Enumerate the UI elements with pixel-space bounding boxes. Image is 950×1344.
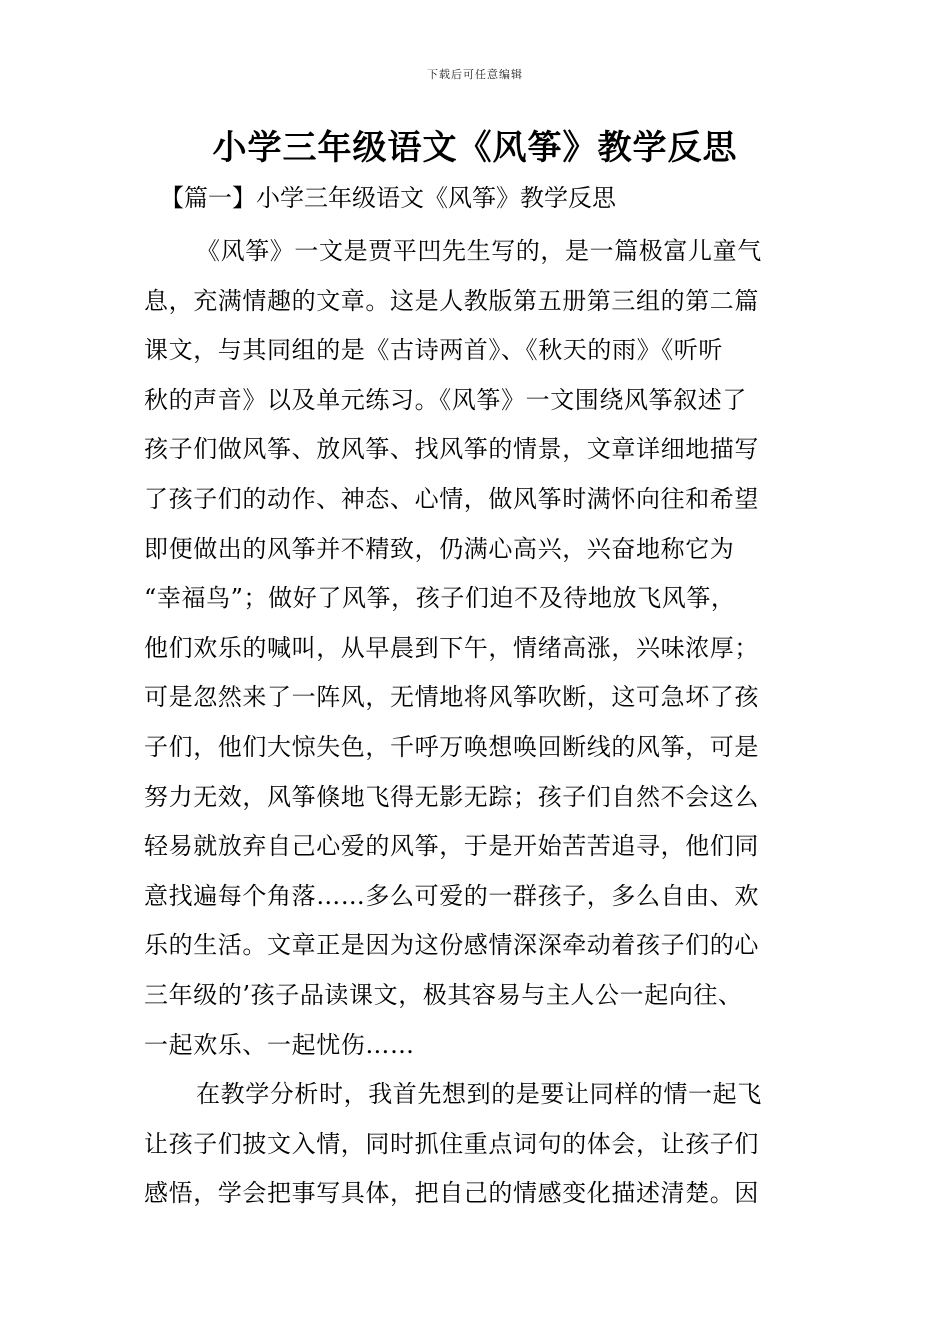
header-note: 下载后可任意编辑 bbox=[427, 68, 523, 81]
paragraph-line: 秋的声音》以及单元练习。《风筝》一文围绕风筝叙述了 bbox=[144, 385, 747, 414]
paragraph-line: 乐的生活。文章正是因为这份感情深深牵动着孩子们的心 bbox=[144, 931, 759, 960]
paragraph-line: 了孩子们的动作、神态、心情，做风筝时满怀向往和希望 bbox=[144, 484, 759, 513]
paragraph-line: 三年级的’孩子品读课文，极其容易与主人公一起向往、 bbox=[144, 980, 743, 1009]
paragraph-line: 一起欢乐、一起忧伤…… bbox=[144, 1030, 415, 1059]
document-title: 小学三年级语文《风筝》教学反思 bbox=[212, 128, 738, 168]
paragraph-line: 息，充满情趣的文章。这是人教版第五册第三组的第二篇 bbox=[144, 286, 759, 315]
paragraph-line: 在教学分析时，我首先想到的是要让同样的情一起飞 bbox=[196, 1080, 762, 1109]
section-heading: 【篇一】小学三年级语文《风筝》教学反思 bbox=[160, 184, 616, 212]
paragraph-line: 《风筝》一文是贾平凹先生写的，是一篇极富儿童气 bbox=[196, 237, 762, 265]
paragraph-line: 轻易就放弃自己心爱的风筝，于是开始苦苦追寻，他们同 bbox=[144, 832, 759, 861]
paragraph-line: “幸福鸟”；做好了风筝，孩子们迫不及待地放飞风筝， bbox=[144, 584, 736, 613]
paragraph-line: 他们欢乐的喊叫，从早晨到下午，情绪高涨，兴味浓厚； bbox=[144, 633, 759, 662]
paragraph-line: 努力无效，风筝倏地飞得无影无踪；孩子们自然不会这么 bbox=[144, 782, 759, 811]
paragraph-line: 课文，与其同组的是《古诗两首》、《秋天的雨》《听听 bbox=[144, 336, 723, 365]
paragraph-line: 子们，他们大惊失色，千呼万唤想唤回断线的风筝，可是 bbox=[144, 732, 759, 761]
paragraph-line: 即便做出的风筝并不精致，仍满心高兴，兴奋地称它为 bbox=[144, 534, 735, 563]
paragraph-line: 孩子们做风筝、放风筝、找风筝的情景，文章详细地描写 bbox=[144, 435, 759, 464]
body-text bbox=[144, 227, 812, 1219]
paragraph-line: 让孩子们披文入情，同时抓住重点词句的体会，让孩子们 bbox=[144, 1129, 759, 1158]
paragraph-line: 感悟，学会把事写具体，把自己的情感变化描述清楚。因 bbox=[144, 1179, 759, 1208]
paragraph-line: 意找遍每个角落……多么可爱的一群孩子，多么自由、欢 bbox=[144, 881, 759, 910]
paragraph-line: 可是忽然来了一阵风，无情地将风筝吹断，这可急坏了孩 bbox=[144, 683, 759, 712]
